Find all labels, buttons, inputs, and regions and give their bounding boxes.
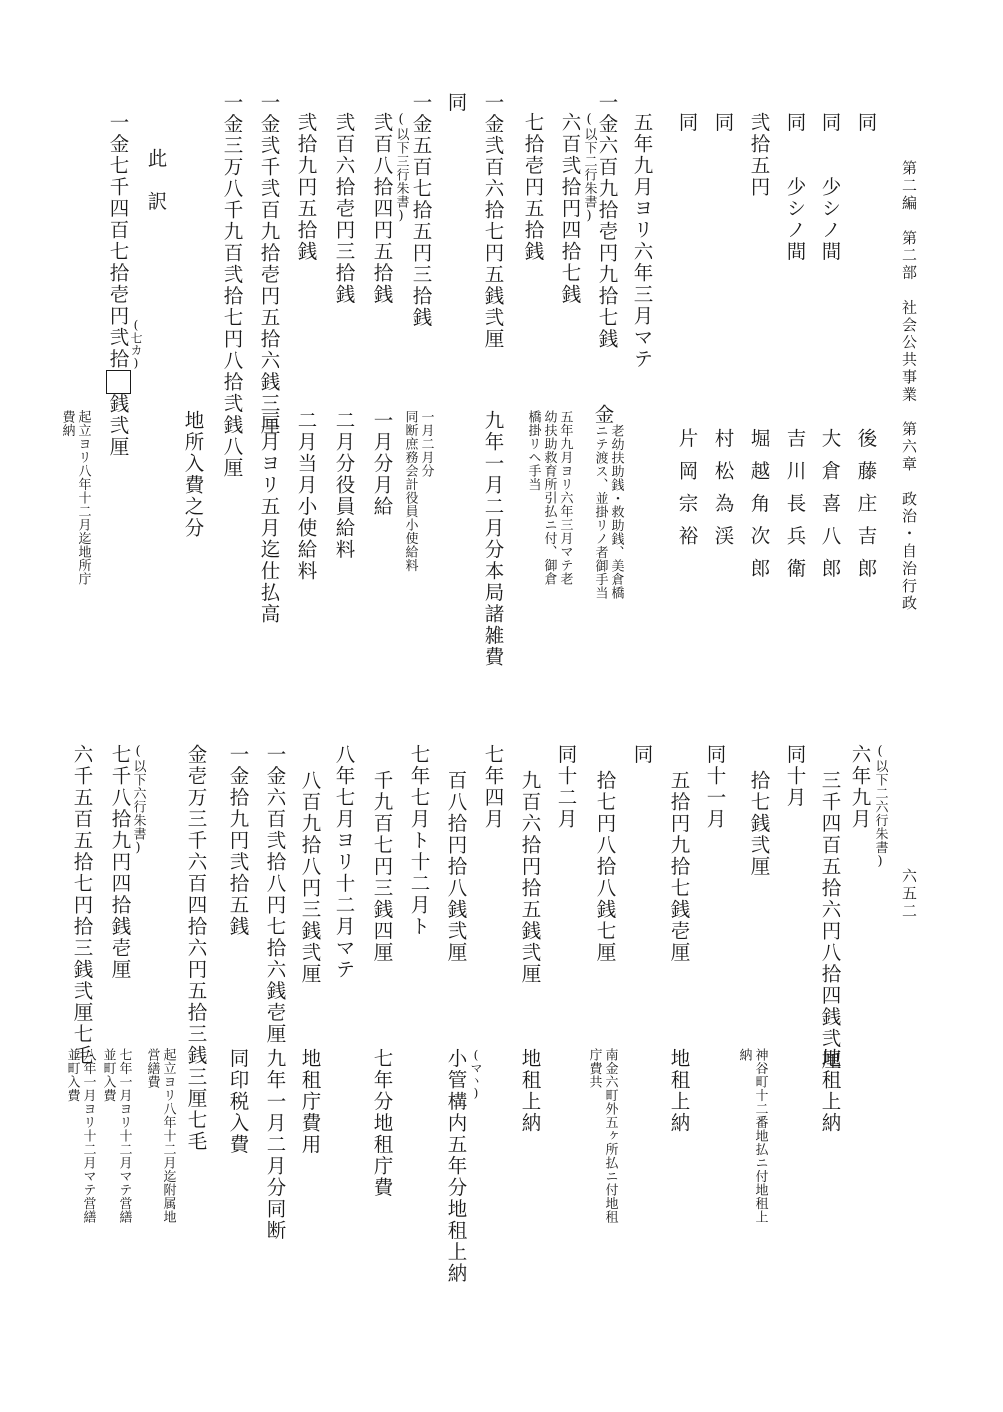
entry-desc: 小管構内五年分地租上納	[444, 1048, 468, 1285]
entry-desc: 地租上納	[667, 1048, 691, 1134]
salary-amount: 一金五百七拾五円三拾銭	[409, 92, 433, 329]
entry-amount: 九百六拾円拾五銭弐厘	[518, 770, 542, 985]
entry-desc: 南金六町外五ヶ所払ニ付地租	[602, 1048, 618, 1224]
entry-desc: 地租庁費用	[298, 1048, 322, 1156]
entry-amount: 六千五百五拾七円拾三銭弐厘七毛	[70, 744, 94, 1067]
entry-amount: 同	[854, 112, 878, 134]
entry-person: 大倉喜八郎	[818, 428, 842, 591]
entry-amount: 百八拾円拾八銭弐厘	[444, 770, 468, 964]
salary-desc: 二月分役員給料	[332, 410, 356, 561]
entry-desc: 営繕費	[144, 1048, 160, 1089]
running-title: 第二編 第二部 社会公共事業 第六章 政治・自治行政	[900, 160, 918, 613]
aid-desc: 五年九月ヨリ六年三月マテ老	[557, 410, 573, 586]
entry-desc: 七年一月ヨリ十二月マテ営繕	[116, 1048, 132, 1224]
salary-desc: 一月分月給	[370, 410, 394, 518]
salary-amount: 一金弐千弐百九拾壱円五拾六銭三厘	[257, 92, 281, 436]
salary-amount-red: 弐百八拾四円五拾銭	[370, 112, 394, 306]
date-sep: 同十一月	[703, 744, 727, 830]
entry-person: 後藤庄吉郎	[854, 428, 878, 591]
entry-amount: 三千四百五拾六円八拾四銭弐厘	[818, 770, 842, 1071]
entry-desc: 地租上納	[518, 1048, 542, 1134]
entry-desc: 八年一月ヨリ十二月マテ営繕	[80, 1048, 96, 1224]
breakdown-label: 此 訳	[144, 148, 168, 213]
entry-desc: 七年分地租庁費	[370, 1048, 394, 1199]
aid-amount-red: 六百弐拾円四拾七銭	[558, 112, 582, 306]
aid-desc: 幼扶助救育所引払ニ付、御倉	[541, 410, 557, 586]
entry-desc: 起立ヨリ八年十二月迄附属地	[160, 1048, 176, 1224]
entry-person: 堀越角次郎	[747, 428, 771, 591]
aid-desc: ニテ渡ス、並掛リノ者御手当	[592, 424, 608, 600]
page-number: 六五二	[900, 868, 918, 921]
salary-desc: 三月ヨリ五月迄仕払高	[257, 410, 281, 625]
entry-person: 片岡宗裕	[675, 428, 699, 558]
entry-amount: 同	[711, 112, 735, 134]
breakdown-amount-post: 銭弐厘	[106, 393, 130, 458]
breakdown-amount-pre: 一金七千四百七拾壱円弐拾	[106, 112, 130, 370]
entry-amount: 金壱万三千六百四拾六円五拾三銭三厘七毛	[184, 744, 208, 1153]
red-note: (以下三行朱書)	[393, 112, 409, 224]
same-label: 同	[444, 92, 468, 114]
land-amount: 一金三万八千九百弐拾七円八拾弐銭八厘	[220, 92, 244, 479]
land-desc: 地所入費之分	[181, 410, 205, 539]
ruby-note: (マヽ)	[469, 1048, 483, 1100]
date-sep: 六年九月	[848, 744, 872, 830]
entry-amount: 同 少シノ間	[818, 112, 842, 263]
red-note: (以下二行朱書)	[581, 112, 597, 224]
entry-desc: 同印税入費	[226, 1048, 250, 1156]
breakdown-desc: 費納	[59, 410, 75, 437]
misc-desc: 九年一月二月分本局諸雑費	[481, 410, 505, 668]
misc-amount: 一金弐百六拾七円五銭弐厘	[481, 92, 505, 350]
entry-desc: 納	[736, 1048, 752, 1062]
entry-amount: 八百九拾八円三銭弐厘	[298, 770, 322, 985]
entry-amount: 同	[675, 112, 699, 134]
same-label: 同	[630, 744, 654, 766]
entry-amount: 同 少シノ間	[783, 112, 807, 263]
ruby-note: (七カ)	[129, 318, 143, 370]
red-note: (以下二六行朱書)	[872, 744, 888, 870]
breakdown-amount	[108, 112, 128, 458]
entry-amount: 拾七円八拾八銭七厘	[593, 770, 617, 964]
period-line: 五年九月ヨリ六年三月マテ	[630, 112, 654, 370]
salary-desc: 同断庶務会計役員小使給料	[402, 410, 418, 572]
aid-amount: 七拾壱円五拾銭	[521, 112, 545, 263]
salary-amount: 弐百六拾壱円三拾銭	[332, 112, 356, 306]
entry-desc: 並町入費	[100, 1048, 116, 1102]
entry-amount: 一金六百弐拾八円七拾六銭壱厘	[263, 744, 287, 1045]
entry-amount: 一金拾九円弐拾五銭	[226, 744, 250, 938]
entry-desc: 地租上納	[818, 1048, 842, 1134]
entry-amount: 拾七銭弐厘	[747, 770, 771, 878]
aid-amount: 一金六百九拾壱円九拾七銭	[595, 92, 619, 350]
date-sep: 七年四月	[481, 744, 505, 830]
entry-person: 村松為渓	[711, 428, 735, 558]
red-note: (以下六行朱書)	[130, 744, 146, 856]
aid-desc: 老幼扶助銭・救助銭、美倉橋	[608, 424, 624, 600]
salary-desc-head: 一月二月分	[418, 410, 434, 478]
date-sep: 八年七月ヨリ十二月マテ	[332, 744, 356, 981]
date-sep: 七年七月ト十二月ト	[407, 744, 431, 938]
salary-amount: 弐拾九円五拾銭	[294, 112, 318, 263]
missing-char-box	[106, 370, 131, 394]
entry-desc: 神谷町十二番地払ニ付地租上	[752, 1048, 768, 1224]
aid-prefix: 金	[591, 404, 615, 426]
entry-amount: 五拾円九拾七銭壱厘	[667, 770, 691, 964]
entry-amount: 千九百七円三銭四厘	[370, 770, 394, 964]
entry-person: 吉川長兵衛	[783, 428, 807, 591]
entry-amount: 弐拾五円	[747, 112, 771, 198]
entry-amount: 七千八拾九円四拾銭壱厘	[108, 744, 132, 981]
salary-desc: 二月当月小使給料	[294, 410, 318, 582]
breakdown-desc: 起立ヨリ八年十二月迄地所庁	[75, 410, 91, 586]
entry-desc: 庁費共	[586, 1048, 602, 1089]
entry-desc: 九年一月二月分同断	[263, 1048, 287, 1242]
date-sep: 同十二月	[554, 744, 578, 830]
aid-desc: 橋掛リヘ手当	[525, 410, 541, 491]
entry-desc: 並町入費	[64, 1048, 80, 1102]
date-sep: 同十月	[783, 744, 807, 809]
